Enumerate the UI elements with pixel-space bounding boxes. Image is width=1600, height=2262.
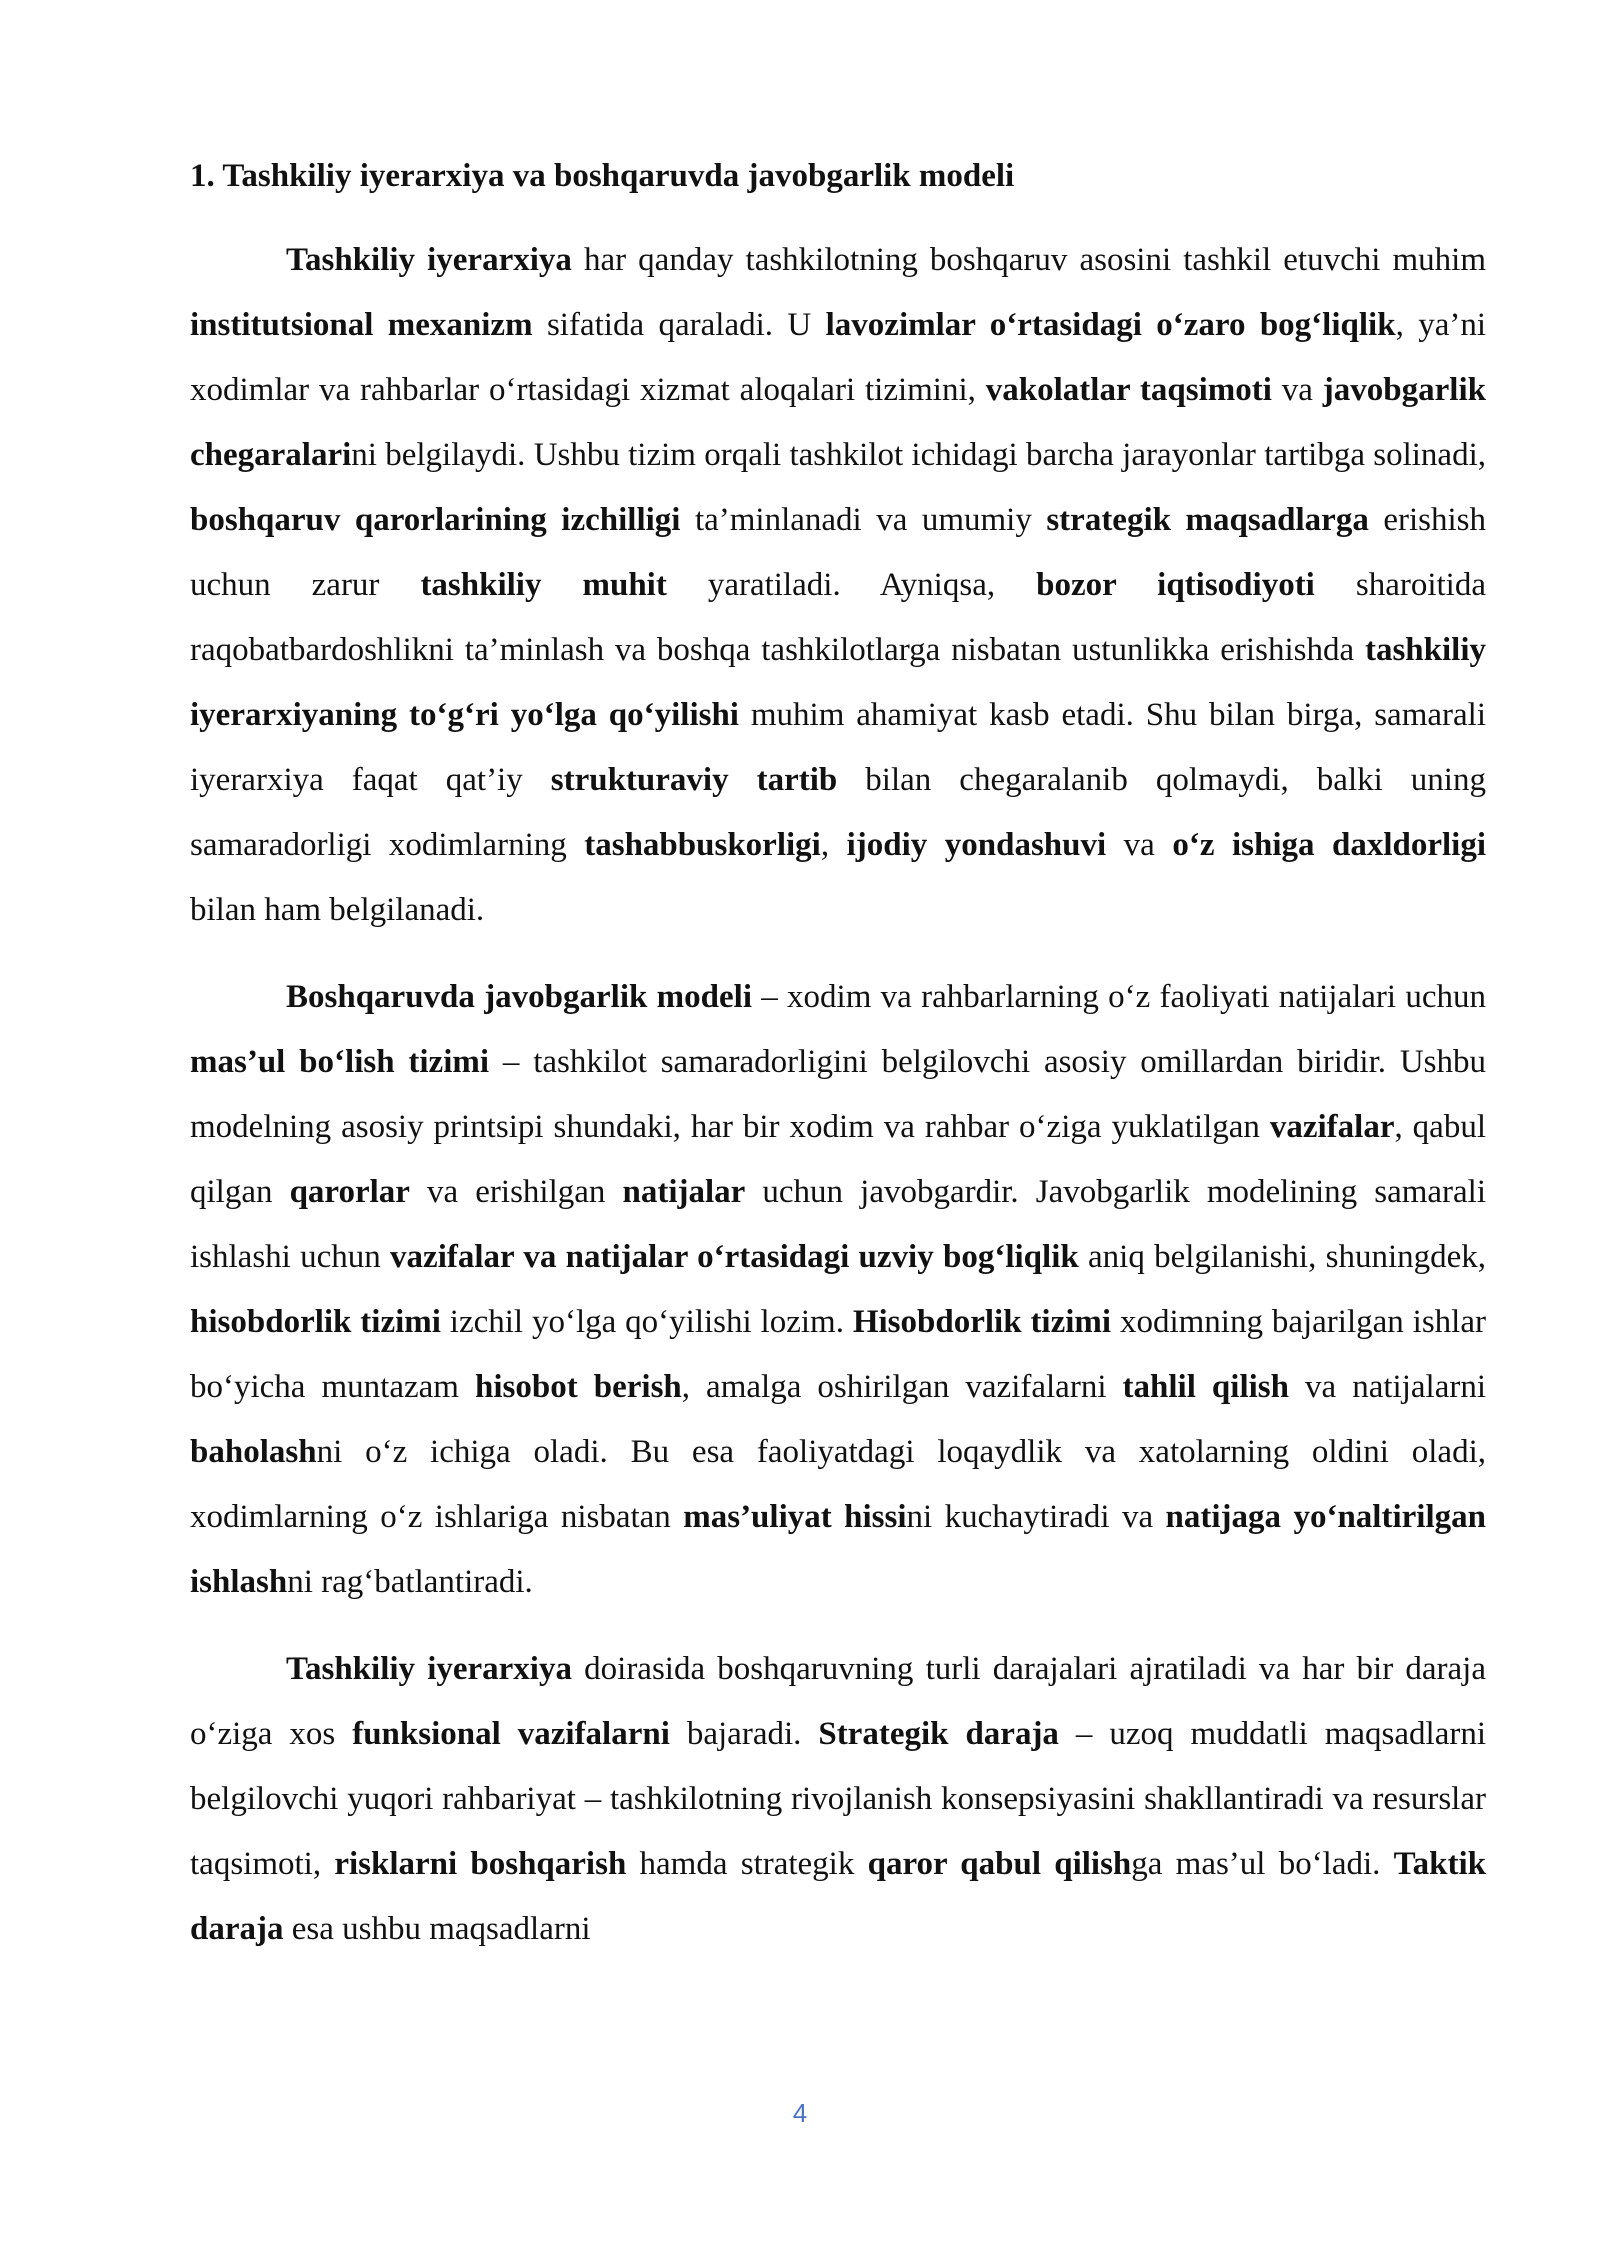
paragraph-management-levels — [190, 1637, 1486, 1962]
text-run: sifatida qaraladi. U — [532, 307, 826, 343]
text-run: va — [1271, 372, 1323, 408]
bold-term: javobgarlik chegaralari — [190, 372, 1486, 473]
text-run: – uzoq muddatli maqsadlarni belgilovchi yuqori rahbariyat – tashkilotning rivojlanish konsepsiyasini shakllantiradi va resurslar taqsimoti, — [190, 1716, 1487, 1882]
text-run: ni rag‘batlantiradi. — [287, 1564, 533, 1600]
text-run: va natijalarni — [1288, 1369, 1486, 1405]
paragraph-accountability-model — [190, 965, 1486, 1615]
bold-term: bozor iqtisodiyoti — [1036, 567, 1315, 603]
text-run: izchil yo‘lga qo‘yilishi lozim. — [440, 1304, 853, 1340]
bold-term: qaror qabul qilish — [867, 1846, 1132, 1882]
text-run: uchun javobgardir. Javobgarlik modelining samarali ishlashi uchun — [190, 1174, 1487, 1275]
text-run: va erishilgan — [409, 1174, 623, 1210]
bold-term: tashkiliy iyerarxiyaning to‘g‘ri yo‘lga qo‘yilishi — [190, 632, 1486, 733]
text-run: esa ushbu maqsadlarni — [283, 1911, 591, 1947]
text-run: , ya’ni xodimlar va rahbarlar o‘rtasidagi xizmat aloqalari tizimini, — [190, 307, 1487, 408]
document-page — [190, 150, 1486, 1984]
bold-term: vakolatlar taqsimoti — [985, 372, 1272, 408]
text-run: sharoitida raqobatbardoshlikni ta’minlash va boshqa tashkilotlarga nisbatan ustunlikka erishishda — [190, 567, 1486, 668]
bold-term: Tashkiliy iyerarxiya — [286, 242, 572, 278]
text-run: ni o‘z ichiga oladi. Bu esa faoliyatdagi loqaydlik va xatolarning oldini oladi, xodimlarning o‘z ishlariga nisbatan — [190, 1434, 1486, 1535]
text-run: ga mas’ul bo‘ladi. — [1131, 1846, 1394, 1882]
section-heading: 1. Tashkiliy iyerarxiya va boshqaruvda javobgarlik modeli — [190, 158, 1015, 194]
bold-term: Tashkiliy iyerarxiya — [286, 1651, 572, 1687]
text-run: , — [820, 827, 847, 863]
bold-term: Boshqaruvda javobgarlik modeli — [286, 979, 752, 1015]
bold-term: mas’uliyat hissi — [683, 1499, 907, 1535]
text-run: ta’minlanadi va umumiy — [680, 502, 1047, 538]
text-run: yaratiladi. Ayniqsa, — [666, 567, 1037, 603]
text-run: – xodim va rahbarlarning o‘z faoliyati natijalari uchun — [751, 979, 1486, 1015]
text-run: , amalga oshirilgan vazifalarni — [681, 1369, 1123, 1405]
bold-term: tashabbuskorligi — [584, 827, 821, 863]
bold-term: hisobot berish — [475, 1369, 682, 1405]
bold-term: Taktik daraja — [190, 1846, 1487, 1947]
bold-term: vazifalar — [1269, 1109, 1395, 1145]
page-number: 4 — [792, 2098, 808, 2128]
text-run: – tashkilot samaradorligini belgilovchi asosiy omillardan biridir. Ushbu modelning asosiy printsipi shundaki, har bir xodim va rahbar o‘ziga yuklatilgan — [190, 1044, 1486, 1145]
paragraph-hierarchy — [190, 228, 1486, 943]
text-run: bilan ham belgilanadi. — [190, 892, 485, 928]
bold-term: funksional vazifalarni — [352, 1716, 670, 1752]
text-run: , qabul qilgan — [190, 1109, 1486, 1210]
bold-term: vazifalar va natijalar o‘rtasidagi uzviy bog‘liqlik — [390, 1239, 1079, 1275]
bold-term: Strategik daraja — [818, 1716, 1059, 1752]
text-run: va — [1106, 827, 1173, 863]
bold-term: hisobdorlik tizimi — [190, 1304, 441, 1340]
text-run: aniq belgilanishi, shuningdek, — [1078, 1239, 1487, 1275]
text-run: xodimning bajarilgan ishlar bo‘yicha muntazam — [190, 1304, 1486, 1405]
bold-term: strukturaviy tartib — [550, 762, 838, 798]
bold-term: risklarni boshqarish — [334, 1846, 627, 1882]
bold-term: lavozimlar o‘rtasidagi o‘zaro bog‘liqlik — [825, 307, 1396, 343]
text-run: hamda strategik — [626, 1846, 868, 1882]
text-run: har qanday tashkilotning boshqaruv asosini tashkil etuvchi muhim — [571, 242, 1486, 278]
bold-term: ijodiy yondashuvi — [846, 827, 1107, 863]
text-run: doirasida boshqaruvning turli darajalari ajratiladi va har bir daraja o‘ziga xos — [190, 1651, 1486, 1752]
text-run: bajaradi. — [669, 1716, 819, 1752]
bold-term: baholash — [190, 1434, 317, 1470]
bold-term: Hisobdorlik tizimi — [852, 1304, 1112, 1340]
bold-term: tashkiliy muhit — [420, 567, 667, 603]
bold-term: natijalar — [622, 1174, 746, 1210]
bold-term: institutsional mexanizm — [190, 307, 533, 343]
bold-term: o‘z ishiga daxldorligi — [1172, 827, 1487, 863]
bold-term: mas’ul bo‘lish tizimi — [190, 1044, 490, 1080]
text-run: ni belgilaydi. Ushbu tizim orqali tashkilot ichidagi barcha jarayonlar tartibga solinadi, — [351, 437, 1486, 473]
bold-term: boshqaruv qarorlarining izchilligi — [190, 502, 681, 538]
bold-term: qarorlar — [289, 1174, 410, 1210]
bold-term: strategik maqsadlarga — [1046, 502, 1369, 538]
text-run: ni kuchaytiradi va — [906, 1499, 1166, 1535]
bold-term: natijaga yo‘naltirilgan ishlash — [190, 1499, 1486, 1600]
bold-term: tahlil qilish — [1122, 1369, 1289, 1405]
text-run: bilan chegaralanib qolmaydi, balki uning samaradorligi xodimlarning — [190, 762, 1486, 863]
text-run: muhim ahamiyat kasb etadi. Shu bilan birga, samarali iyerarxiya faqat qat’iy — [190, 697, 1486, 798]
text-run: erishish uchun zarur — [190, 502, 1486, 603]
